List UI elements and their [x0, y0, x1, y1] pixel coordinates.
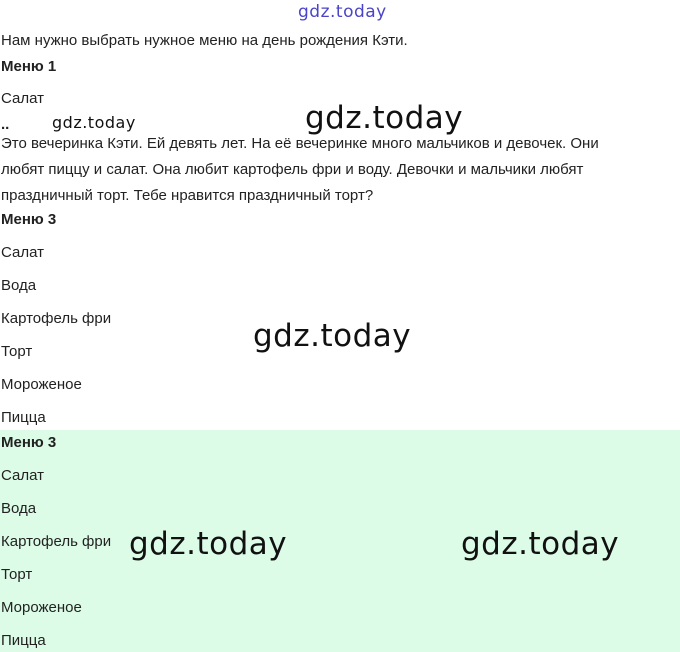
- watermark-small: gdz.today: [52, 113, 136, 132]
- menu3a-item: Картофель фри: [1, 310, 112, 327]
- watermark-center-top: gdz.today: [305, 100, 464, 136]
- menu1-title: Меню 1: [1, 58, 57, 75]
- menu3a-item: Салат: [1, 244, 44, 261]
- watermark-center-middle: gdz.today: [253, 318, 412, 354]
- menu3a-item: Вода: [1, 277, 37, 294]
- menu3a-item: Мороженое: [1, 376, 82, 393]
- watermark-top: gdz.today: [298, 2, 387, 22]
- menu3a-title: Меню 3: [1, 211, 57, 228]
- menu3b-title: Меню 3: [1, 434, 57, 451]
- dots-marker: ..: [1, 116, 10, 133]
- menu3b-item: Пицца: [1, 632, 46, 649]
- watermark-bottom-right: gdz.today: [461, 526, 620, 562]
- menu3b-item: Картофель фри: [1, 533, 112, 550]
- menu3b-item: Мороженое: [1, 599, 82, 616]
- menu1-item: Салат: [1, 90, 44, 107]
- menu3b-item: Торт: [1, 566, 33, 583]
- menu3b-item: Вода: [1, 500, 37, 517]
- menu3a-item: Торт: [1, 343, 33, 360]
- menu3a-item: Пицца: [1, 409, 46, 426]
- story-line-1: Это вечеринка Кэти. Ей девять лет. На её вечеринке много мальчиков и девочек. Они: [1, 135, 599, 152]
- story-line-2: любят пиццу и салат. Она любит картофель фри и воду. Девочки и мальчики любят: [1, 161, 584, 178]
- intro-text: Нам нужно выбрать нужное меню на день рождения Кэти.: [1, 32, 408, 49]
- story-line-3: праздничный торт. Тебе нравится праздничный торт?: [1, 187, 374, 204]
- menu3b-item: Салат: [1, 467, 44, 484]
- watermark-bottom-left: gdz.today: [129, 526, 288, 562]
